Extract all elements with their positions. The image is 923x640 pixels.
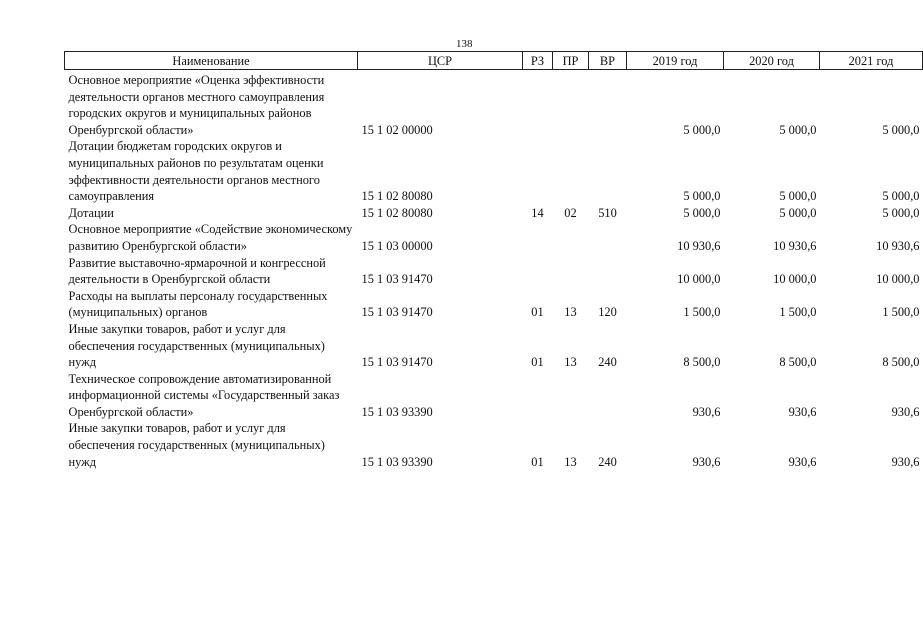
row-vr (589, 255, 627, 288)
table-row (65, 221, 923, 254)
row-2020: 8 500,0 (779, 355, 817, 370)
row-pr: 13 (564, 355, 577, 370)
budget-table (64, 51, 923, 470)
row-2021: 930,6 (891, 404, 920, 419)
row-rz (523, 221, 553, 254)
row-pr: 13 (564, 454, 577, 469)
row-csr: 15 1 03 93390 (361, 404, 433, 419)
row-name: Развитие выставочно-ярмарочной и конгрессной деятельности в Оренбургской области (68, 255, 326, 287)
header-pr: ПР (553, 52, 589, 70)
row-rz (523, 70, 553, 139)
row-pr: 13 (564, 305, 577, 320)
row-vr (589, 371, 627, 421)
header-rz: РЗ (523, 52, 553, 70)
row-rz (523, 371, 553, 421)
table-header (65, 52, 923, 70)
row-2020: 5 000,0 (779, 189, 817, 204)
row-vr: 510 (598, 205, 617, 220)
row-name: Основное мероприятие «Содействие экономическому развитию Оренбургской области» (68, 222, 353, 253)
header-2021: 2021 год (820, 52, 923, 70)
row-vr (589, 221, 627, 254)
row-2019: 10 930,6 (677, 238, 721, 253)
page-number: 138 (456, 38, 473, 50)
row-2019: 5 000,0 (683, 205, 721, 220)
row-2021: 930,6 (891, 454, 920, 469)
row-2021: 10 930,6 (876, 238, 920, 253)
table-row (65, 371, 923, 421)
table-row (65, 321, 923, 371)
row-pr (553, 371, 589, 421)
row-rz: 01 (531, 305, 544, 320)
row-2020: 5 000,0 (779, 205, 817, 220)
row-2020: 930,6 (788, 404, 817, 419)
row-rz: 01 (531, 454, 544, 469)
row-csr: 15 1 02 80080 (361, 205, 433, 220)
header-2019: 2019 год (627, 52, 724, 70)
row-csr: 15 1 02 80080 (361, 189, 433, 204)
row-name: Дотации (68, 205, 114, 220)
row-vr (589, 70, 627, 139)
row-vr: 240 (598, 355, 617, 370)
row-name: Иные закупки товаров, работ и услуг для обеспечения государственных (муниципальных) нужд (68, 321, 325, 370)
table-row (65, 205, 923, 222)
row-2021: 8 500,0 (882, 355, 920, 370)
row-2021: 5 000,0 (882, 189, 920, 204)
row-2019: 5 000,0 (683, 189, 721, 204)
row-2019: 10 000,0 (677, 272, 721, 287)
header-name: Наименование (65, 52, 358, 70)
row-pr (553, 138, 589, 204)
row-vr (589, 138, 627, 204)
header-csr: ЦСР (358, 52, 523, 70)
row-csr: 15 1 03 93390 (361, 454, 433, 469)
row-pr (553, 255, 589, 288)
row-csr: 15 1 03 91470 (361, 305, 433, 320)
table-row (65, 255, 923, 288)
row-csr: 15 1 03 00000 (361, 238, 433, 253)
table-row (65, 288, 923, 321)
row-2020: 1 500,0 (779, 305, 817, 320)
row-2019: 5 000,0 (683, 122, 721, 137)
row-vr: 120 (598, 305, 617, 320)
row-2021: 1 500,0 (882, 305, 920, 320)
row-csr: 15 1 03 91470 (361, 272, 433, 287)
header-vr: ВР (589, 52, 627, 70)
row-csr: 15 1 03 91470 (361, 355, 433, 370)
row-2020: 5 000,0 (779, 122, 817, 137)
row-pr: 02 (564, 205, 577, 220)
row-name: Дотации бюджетам городских округов и муниципальных районов по результатам оценки эффективности деятельности органов местного самоуправления (68, 139, 324, 204)
row-2020: 10 930,6 (773, 238, 817, 253)
row-name: Расходы на выплаты персоналу государственных (муниципальных) органов (68, 288, 328, 320)
table-body (65, 70, 923, 471)
header-2020: 2020 год (724, 52, 820, 70)
row-2021: 5 000,0 (882, 205, 920, 220)
row-pr (553, 70, 589, 139)
row-2019: 930,6 (692, 404, 721, 419)
table-row (65, 138, 923, 204)
row-vr: 240 (598, 454, 617, 469)
row-rz: 01 (531, 355, 544, 370)
row-rz (523, 255, 553, 288)
row-name: Техническое сопровождение автоматизированной информационной системы «Государственный заказ Оренбургской области» (68, 371, 340, 419)
row-2021: 5 000,0 (882, 122, 920, 137)
row-csr: 15 1 02 00000 (361, 122, 433, 137)
row-rz: 14 (531, 205, 544, 220)
row-2019: 1 500,0 (683, 305, 721, 320)
row-2019: 8 500,0 (683, 355, 721, 370)
row-2019: 930,6 (692, 454, 721, 469)
table-row (65, 420, 923, 470)
table-row (65, 70, 923, 139)
row-name: Иные закупки товаров, работ и услуг для обеспечения государственных (муниципальных) нужд (68, 421, 325, 469)
row-pr (553, 221, 589, 254)
row-2020: 930,6 (788, 454, 817, 469)
row-2021: 10 000,0 (876, 272, 920, 287)
row-2020: 10 000,0 (773, 272, 817, 287)
row-name: Основное мероприятие «Оценка эффективности деятельности органов местного самоуправления городских округов и муниципальных районов Оренбургской области» (68, 73, 325, 137)
row-rz (523, 138, 553, 204)
